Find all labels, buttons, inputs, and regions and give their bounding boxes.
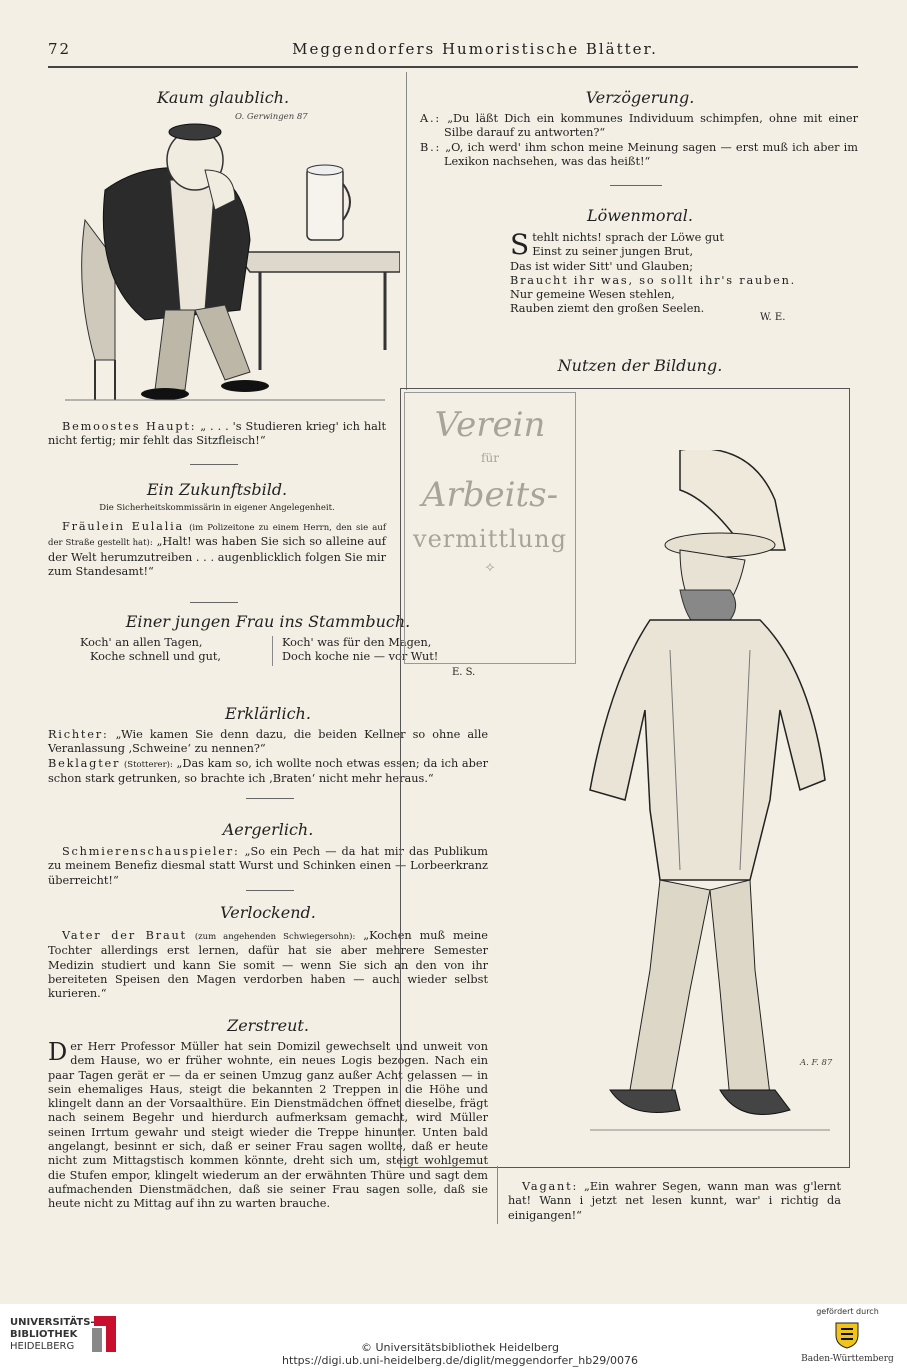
sign-line-1: Verein (434, 405, 546, 445)
column-divider (406, 72, 407, 390)
stammbuch-title: Einer jungen Frau ins Stammbuch. (125, 612, 411, 631)
office-sign: Verein für Arbeits- vermittlung ⟡ (404, 392, 576, 664)
zukunft-text-block (48, 520, 386, 579)
verlockend-title: Verlockend. (220, 903, 316, 922)
erklaerlich-text-2: „Das kam so, ich wollte noch etwas essen; da ich aber schon stark getrunken, so brachte ich ‚Braten‘ nicht mehr heraus.“ (48, 756, 488, 785)
sponsor-label: gefördert durch (816, 1307, 879, 1316)
bildung-caption (508, 1180, 841, 1223)
zukunft-speaker: Fräulein Eulalia (62, 520, 185, 533)
verzoegerung-a-speaker: A.: (420, 112, 441, 125)
library-name (10, 1317, 95, 1353)
stammbuch-left-verse (80, 636, 255, 665)
digitization-footer (0, 1304, 907, 1369)
kaum-caption-speaker: Bemoostes Haupt: (62, 420, 197, 433)
loewenmoral-line-2: Einst zu seiner jungen Brut, (532, 245, 694, 259)
sign-line-4: vermittlung (413, 525, 567, 553)
library-name-line-2: BIBLIOTHEK (10, 1329, 78, 1340)
separator (246, 798, 294, 799)
library-name-line-1: UNIVERSITÄTS- (10, 1317, 95, 1328)
zukunft-text: „Halt! was haben Sie sich so alleine auf der Welt herumzutreiben . . . augenblicklich folgen Sie mir zum Standesamt!“ (48, 535, 386, 578)
kaum-title: Kaum glaublich. (156, 88, 290, 107)
page-number: 72 (48, 40, 72, 58)
verzoegerung-title: Verzögerung. (585, 88, 695, 107)
zerstreut-text: er Herr Professor Müller hat sein Domizil gewechselt und unweit von dem Hause, wo er früher wohnte, ein neues Logis bezogen. Nach ein paar Tagen gerät er — da er seinen Umzug ganz außer Acht gelassen — in sein ehemaliges Haus, steigt die bekannten 2 Treppen in die Höhe und klingelt dann an der Vorsaalthüre. Ein Dienstmädchen öffnet dieselbe, frägt nach seinem Begehr und hierdurch aufmerksam gemacht, wird Müller seinen Irrtum gewahr und steigt wieder die Treppe hinunter. Unten bald angelangt, besinnt er sich, daß er seiner Frau sagen wollte, daß er heute nicht zum Mittagstisch kommen könnte, dreht sich um, steigt wohlgemut die Stufen empor, klingelt wiederum an der erwähnten Thüre und sagt dem aufmachenden Dienstmädchen, daß sie seiner Frau sagen solle, daß sie heute nicht zu Mittag auf ihn zu warten brauche. (48, 1040, 488, 1211)
loewenmoral-line-6: Rauben ziemt den großen Seelen. (510, 302, 705, 316)
source-url[interactable]: https://digi.ub.uni-heidelberg.de/diglit/meggendorfer_hb29/0076 (282, 1354, 638, 1367)
header-rule (48, 66, 858, 68)
stammbuch-left-line-1: Koch' an allen Tagen, (80, 636, 203, 649)
vagrant-illustration (570, 450, 840, 1150)
erklaerlich-aside-2: (Stotterer): (123, 759, 173, 770)
verzoegerung-b-speaker: B.: (420, 140, 442, 154)
caption-divider (497, 1166, 498, 1224)
bildung-artist-signature: A. F. 87 (800, 1058, 833, 1068)
separator (610, 185, 662, 186)
zerstreut-title: Zerstreut. (227, 1016, 309, 1035)
aergerlich-text: „So ein Pech — da hat mir das Publikum zu meinem Benefiz diesmal statt Wurst und Schinken einen — Lorbeerkranz überreicht!“ (48, 845, 488, 887)
stammbuch-right-line-2: Doch koche nie — vor Wut! (282, 650, 439, 664)
bildung-caption-speaker: Vagant: (522, 1180, 579, 1193)
library-name-line-3: HEIDELBERG (10, 1341, 75, 1352)
loewenmoral-initial: S (510, 228, 530, 261)
verzoegerung-a-text: „Du läßt Dich ein kommunes Individuum schimpfen, ohne mit einer Silbe darauf zu antworten?“ (444, 112, 859, 140)
erklaerlich-text-1: „Wie kamen Sie denn dazu, die beiden Kellner so ohne alle Veranlassung ‚Schweine‘ zu nennen?“ (48, 728, 489, 756)
kaum-artist-signature: O. Gerwingen 87 (235, 112, 308, 122)
aergerlich-speaker: Schmierenschauspieler: (62, 845, 240, 858)
loewenmoral-verse (510, 228, 810, 317)
sponsor-name: Baden-Württemberg (801, 1354, 894, 1364)
loewenmoral-line-3: Das ist wider Sitt' und Glauben; (510, 259, 694, 273)
loewenmoral-title: Löwenmoral. (587, 206, 693, 225)
verzoegerung-b-text: „O, ich werd' ihm schon meine Meinung sagen — erst muß ich aber im Lexikon nachsehen, was das heißt!“ (444, 140, 858, 168)
copyright-text: © Universitätsbibliothek Heidelberg (360, 1341, 559, 1354)
sign-line-2: für (481, 451, 499, 465)
loewenmoral-line-1: tehlt nichts! sprach der Löwe gut (532, 231, 724, 244)
zukunft-aside: (im Polizeitone zu einem Herrn, den sie auf der Straße gestellt hat): (48, 523, 386, 549)
separator (190, 464, 238, 465)
student-illustration (55, 110, 400, 410)
verlockend-aside: (zum angehenden Schwiegersohn): (194, 932, 356, 942)
bildung-title: Nutzen der Bildung. (557, 356, 723, 375)
separator (246, 890, 294, 891)
separator (190, 602, 238, 603)
coat-of-arms-icon (832, 1321, 862, 1349)
stammbuch-right-line-1: Koch' was für den Magen, (282, 636, 432, 649)
kaum-caption (48, 420, 386, 449)
erklaerlich-speaker-1: Richter: (48, 728, 109, 741)
verse-divider (272, 636, 273, 666)
sign-line-3: Arbeits- (421, 475, 559, 515)
verzoegerung-text-block (420, 112, 858, 169)
bildung-caption-text: „Ein wahrer Segen, wann man was g'lernt hat! Wann i jetzt net lesen kunnt, war' i richtig da einigangen!“ (508, 1180, 842, 1222)
stammbuch-signature: E. S. (452, 667, 476, 678)
zukunft-title: Ein Zukunftsbild. (146, 480, 288, 499)
running-title: Meggendorfers Humoristische Blätter. (292, 40, 658, 58)
stammbuch-left-line-2: Koche schnell und gut, (90, 650, 222, 664)
zerstreut-initial: D (48, 1038, 68, 1066)
aergerlich-title: Aergerlich. (222, 820, 314, 839)
verlockend-speaker: Vater der Braut (62, 929, 187, 942)
library-logo-icon (92, 1314, 120, 1354)
kaum-caption-text: „ . . . 's Studieren krieg' ich halt nicht fertig; mir fehlt das Sitzfleisch!“ (48, 420, 387, 448)
loewenmoral-line-4: Braucht ihr was, so sollt ihr's rauben. (510, 273, 797, 287)
verlockend-text: „Kochen muß meine Tochter allerdings erst lernen, dafür hat sie aber mehrere Semester Medizin studiert und kann Sie somit — wenn Sie sich an den von ihr bereiteten Speisen den Magen verdorben haben — auch wieder selbst kurieren.“ (48, 929, 488, 1001)
loewenmoral-signature: W. E. (760, 312, 786, 323)
erklaerlich-title: Erklärlich. (225, 704, 311, 723)
erklaerlich-speaker-2: Beklagter (48, 756, 121, 770)
zukunft-subtitle: Die Sicherheitskommissärin in eigener Angelegenheit. (99, 503, 335, 513)
loewenmoral-line-5: Nur gemeine Wesen stehlen, (510, 288, 675, 302)
